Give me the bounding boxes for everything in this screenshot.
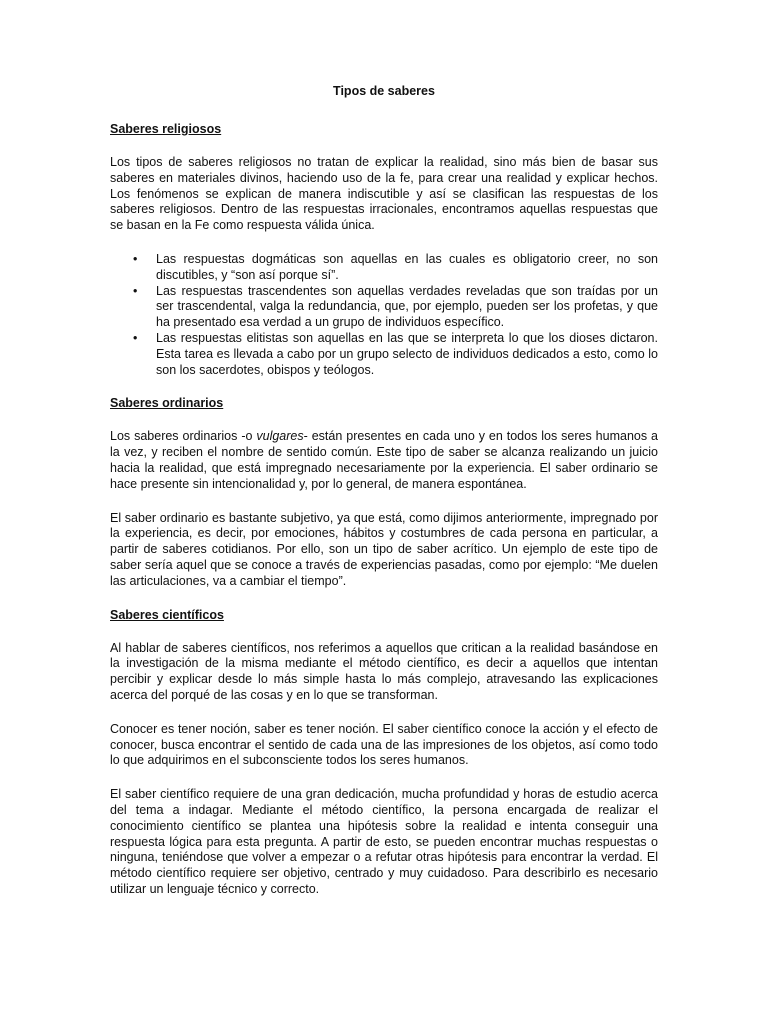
paragraph: Los tipos de saberes religiosos no tratan de explicar la realidad, sino más bien de basar sus saberes en materiales divinos, haciendo uso de la fe, para crear una realidad y explicar hechos. Los fenómenos se explican de manera indiscutible y así se clasifican las respuestas de los saberes religiosos. Dentro de las respuestas irracionales, encontramos aquellas respuestas que se basan en la Fe como respuesta válida única.: [110, 155, 658, 233]
paragraph: El saber ordinario es bastante subjetivo, ya que está, como dijimos anteriormente, impregnado por la experiencia, es decir, por emociones, hábitos y costumbres de cada persona en particular, a partir de saberes cotidianos. Por ello, son un tipo de saber acrítico. Un ejemplo de este tipo de saber sería aquel que se conoce a través de experiencias pasadas, como por ejemplo: “Me duelen las articulaciones, va a cambiar el tiempo”.: [110, 510, 658, 588]
paragraph: [110, 429, 658, 492]
paragraph-text: Los saberes ordinarios -o: [110, 429, 257, 444]
bullet-list: [110, 252, 658, 378]
list-item: • Las respuestas elitistas son aquellas en las que se interpreta lo que los dioses dictaron. Esta tarea es llevada a cabo por un grupo selecto de individuos dedicados a esto, como lo son los sacerdotes, obispos y teólogos.: [156, 331, 658, 378]
paragraph: El saber científico requiere de una gran dedicación, mucha profundidad y horas de estudio acerca del tema a indagar. Mediante el método científico, la persona encargada de realizar el conocimiento científico se plantea una hipótesis sobre la realidad e intenta conseguir una respuesta lógica para esta pregunta. A partir de esto, se pueden encontrar muchas respuestas o ninguna, teniéndose que volver a empezar o a refutar otras hipótesis para encontrar la verdad. El método científico requiere ser objetivo, centrado y muy cuidadoso. Para describirlo es necesario utilizar un lenguaje técnico y correcto.: [110, 787, 658, 896]
paragraph: Conocer es tener noción, saber es tener noción. El saber científico conoce la acción y el efecto de conocer, busca encontrar el sentido de cada una de las impresiones de los objetos, así como todo lo que adquirimos en el subconsciente todos los seres humanos.: [110, 721, 658, 768]
list-item: • Las respuestas dogmáticas son aquellas en las cuales es obligatorio creer, no son discutibles, y “son así porque sí”.: [156, 252, 658, 284]
section-heading-cientificos: Saberes científicos: [110, 607, 224, 622]
section-heading-religiosos: Saberes religiosos: [110, 122, 222, 136]
document-title: Tipos de saberes: [333, 84, 435, 98]
paragraph-text: - están presentes en cada uno y en todos los seres humanos a la vez, y reciben el nombre de sentido común. Este tipo de saber se alcanza realizando un juicio hacia la realidad, que está impregnado necesariamente por la experiencia. El saber ordinario se hace presente sin intencionalidad y, por lo general, de manera espontánea.: [110, 429, 658, 491]
italic-term: vulgares: [256, 429, 304, 444]
list-item: • Las respuestas trascendentes son aquellas verdades reveladas que son traídas por un ser trascendental, valga la redundancia, que, por ejemplo, pueden ser los profetas, y que ha presentado esa verdad a un grupo de individuos específico.: [156, 284, 658, 331]
section-heading-ordinarios: Saberes ordinarios: [110, 396, 224, 411]
paragraph: Al hablar de saberes científicos, nos referimos a aquellos que critican a la realidad basándose en la investigación de la misma mediante el método científico, es decir a aquellos que intentan percibir y explicar desde lo más simple hasta lo más complejo, atravesando las explicaciones acerca del porqué de las cosas y en lo que se transforman.: [110, 640, 658, 702]
